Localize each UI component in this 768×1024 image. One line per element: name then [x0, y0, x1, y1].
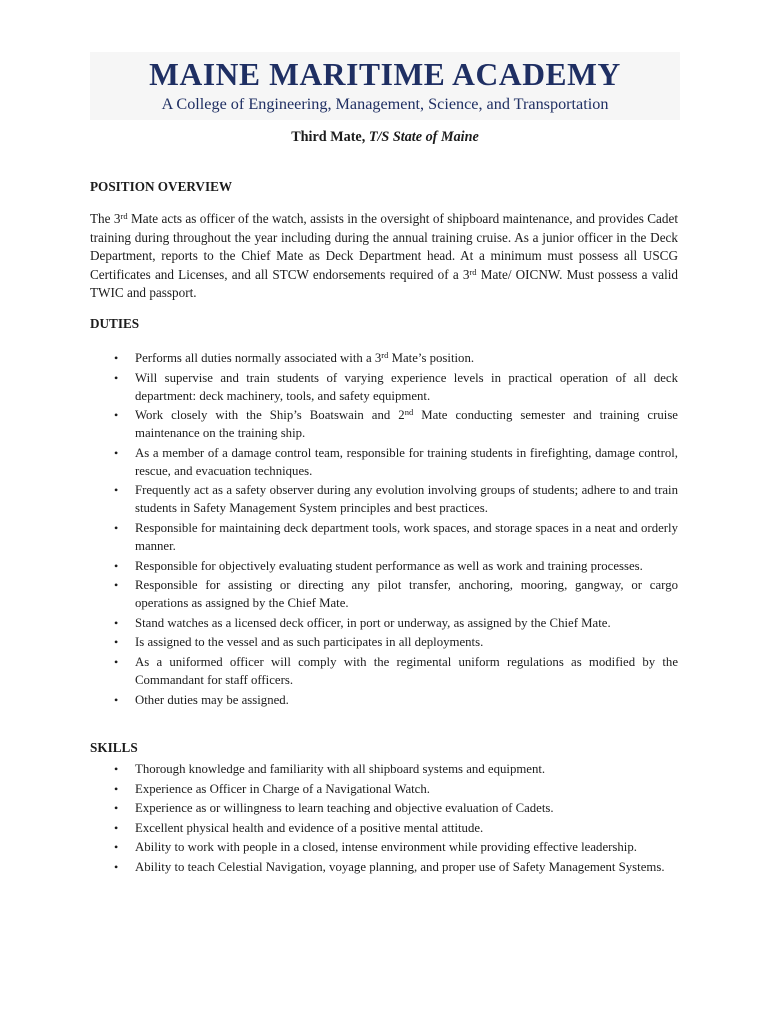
list-item	[90, 349, 678, 367]
list-item-text: Performs all duties normally associated with a 3	[135, 351, 382, 365]
bullet-icon: •	[114, 654, 119, 669]
list-item-text: Other duties may be assigned.	[135, 692, 289, 707]
overview-text: The 3	[90, 211, 121, 226]
position-title: Third Mate,	[291, 129, 366, 145]
bullet-icon: •	[114, 578, 119, 593]
list-item-text: Responsible for maintaining deck department tools, work spaces, and storage spaces in a neat and orderly manner.	[135, 520, 678, 553]
bullet-icon: •	[114, 859, 119, 874]
overview-text: Mate acts as officer of the watch, assists in the oversight of shipboard maintenance, and provides Cadet training during throughout the year including during the annual training cruise. As a junior officer in the Deck Department, reports to the Chief Mate as Deck Department head. At a minimum must possess all USCG Certificates and Licenses, and all STCW endorsements required of a 3	[90, 211, 678, 282]
list-item	[90, 519, 678, 555]
bullet-icon: •	[114, 445, 119, 460]
skills-list	[90, 760, 678, 878]
bullet-icon: •	[114, 762, 119, 776]
bullet-icon: •	[114, 370, 119, 385]
document-title	[90, 128, 680, 146]
section-heading-duties: DUTIES	[90, 316, 140, 331]
list-item-text: Work closely with the Ship’s Boatswain and 2	[135, 408, 405, 423]
list-item-text: Mate conducting semester and training cruise maintenance on the training ship.	[135, 408, 678, 441]
list-item-text: Ability to teach Celestial Navigation, voyage planning, and proper use of Safety Management Systems.	[135, 859, 665, 874]
bullet-icon: •	[114, 781, 119, 796]
list-item	[90, 858, 678, 876]
list-item	[90, 557, 678, 575]
list-item	[90, 819, 678, 837]
section-heading-overview: POSITION OVERVIEW	[90, 179, 233, 194]
list-item-text: As a member of a damage control team, responsible for training students in firefighting, damage control, rescue, and evacuation techniques.	[135, 445, 678, 478]
list-item-text: Ability to work with people in a closed, intense environment while providing effective leadership.	[135, 840, 637, 855]
list-item-text: Frequently act as a safety observer during any evolution involving groups of students; adhere to and train students in Safety Management System principles and best practices.	[135, 483, 678, 516]
list-item	[90, 481, 678, 517]
bullet-icon: •	[114, 483, 119, 498]
bullet-icon: •	[114, 801, 119, 816]
bullet-icon: •	[114, 692, 119, 707]
list-item-text: As a uniformed officer will comply with the regimental uniform regulations as modified by the Commandant for staff officers.	[135, 654, 678, 687]
bullet-icon: •	[114, 558, 119, 573]
list-item-text: Responsible for objectively evaluating student performance as well as work and training processes.	[135, 558, 643, 573]
list-item	[90, 444, 678, 480]
list-item	[90, 760, 678, 778]
duties-list	[90, 349, 678, 710]
section-heading-skills: SKILLS	[90, 740, 138, 755]
list-item	[90, 614, 678, 632]
overview-paragraph	[90, 210, 678, 303]
ordinal-suffix: rd	[381, 350, 389, 360]
list-item-text: Experience as Officer in Charge of a Navigational Watch.	[135, 781, 430, 796]
bullet-icon: •	[114, 840, 119, 855]
bullet-icon: •	[114, 408, 119, 423]
list-item	[90, 576, 678, 612]
ordinal-suffix: nd	[404, 407, 414, 418]
bullet-icon: •	[114, 615, 119, 630]
bullet-icon: •	[114, 520, 119, 535]
list-item	[90, 406, 678, 442]
list-item-text: Thorough knowledge and familiarity with all shipboard systems and equipment.	[135, 762, 546, 776]
bullet-icon: •	[114, 820, 119, 835]
bullet-icon: •	[114, 351, 119, 365]
list-item	[90, 780, 678, 798]
org-tagline: A College of Engineering, Management, Science, and Transportation	[161, 95, 609, 113]
list-item-text: Stand watches as a licensed deck officer, in port or underway, as assigned by the Chief Mate.	[135, 615, 611, 630]
list-item	[90, 653, 678, 689]
list-item	[90, 838, 678, 856]
overview-text: Mate/ OICNW. Must possess a valid TWIC and passport.	[90, 266, 678, 301]
list-item	[90, 369, 678, 405]
list-item	[90, 799, 678, 817]
ordinal-suffix: rd	[469, 266, 477, 277]
list-item-text: Excellent physical health and evidence of a positive mental attitude.	[135, 820, 484, 835]
list-item-text: Will supervise and train students of varying experience levels in practical operation of all deck department: deck machinery, tools, and safety equipment.	[135, 370, 678, 403]
ordinal-suffix: rd	[120, 211, 128, 221]
list-item-text: Mate’s position.	[388, 351, 475, 365]
list-item-text: Responsible for assisting or directing any pilot transfer, anchoring, mooring, gangway, or cargo operations as assigned by the Chief Mate.	[135, 578, 678, 611]
bullet-icon: •	[114, 635, 119, 650]
list-item	[90, 633, 678, 651]
org-name: MAINE MARITIME ACADEMY	[149, 57, 621, 92]
list-item-text: Experience as or willingness to learn teaching and objective evaluation of Cadets.	[135, 801, 554, 816]
list-item-text: Is assigned to the vessel and as such participates in all deployments.	[135, 635, 484, 650]
list-item	[90, 691, 678, 709]
vessel-name: T/S State of Maine	[368, 129, 479, 145]
